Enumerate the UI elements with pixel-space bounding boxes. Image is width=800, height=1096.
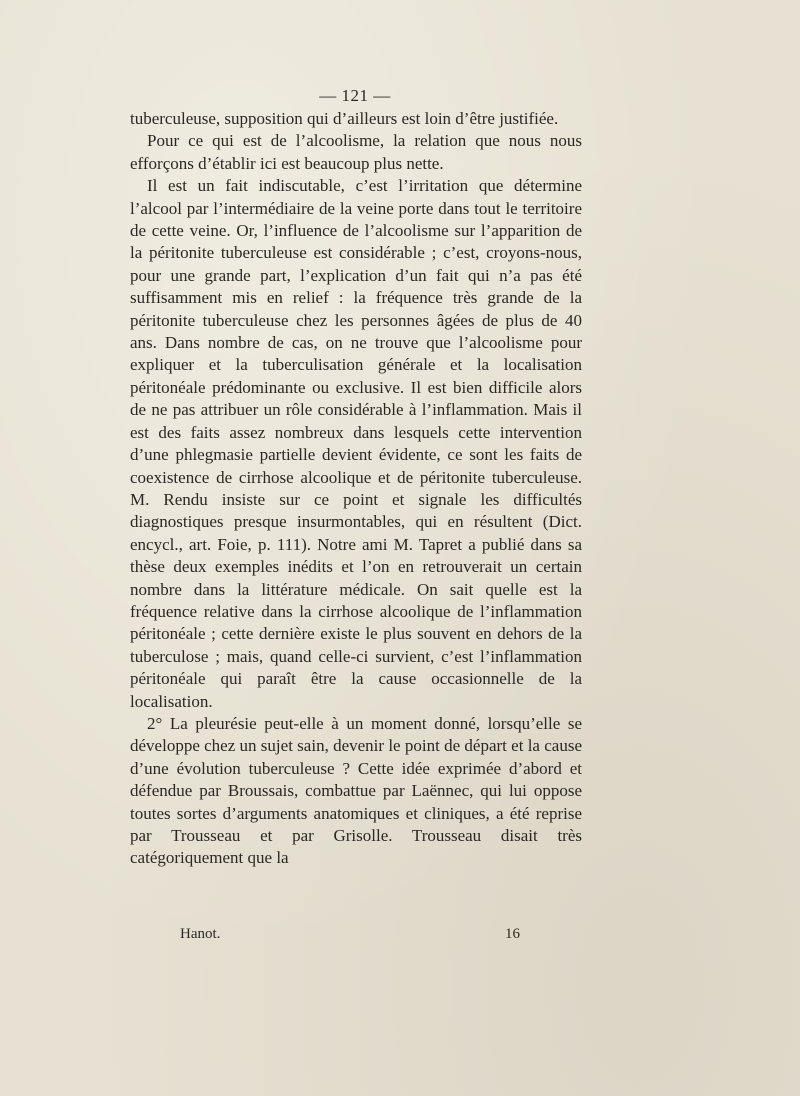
paragraph-continuation: tuberculeuse, supposition qui d’ailleurs est loin d’être justifiée. xyxy=(130,109,559,128)
paragraph-irritation: Il est un fait indiscutable, c’est l’irritation que détermine l’alcool par l’intermédiaire de la veine porte dans tout le territoire de cette veine. Or, l’influence de l’alcoolisme sur l’apparition de la péritonite tuberculeuse est considérable ; c’est, croyons-nous, pour une grande part, l’explication d’un fait qui n’a pas été suffisamment mis en relief : la fréquence très grande de la péritonite tuberculeuse chez les personnes âgées de plus de 40 ans. Dans nombre de cas, on ne trouve que l’alcoolisme pour expliquer et la tuberculisation générale et la localisation péritonéale prédominante ou exclusive. Il est bien difficile alors de ne pas attribuer un rôle considérable à l’inflammation. Mais il est des faits assez nombreux dans lesquels cette intervention d’une phlegmasie partielle devient évidente, ce sont les faits de coexistence de cirrhose alcoolique et de péritonite tuberculeuse. M. Rendu insiste sur ce point et signale les difficultés diagnostiques presque insurmontables, qui en résultent (Dict. encycl., art. Foie, p. 111). Notre ami M. Tapret a publié dans sa thèse deux exemples inédits et l’on en retrouverait un certain nombre dans la littérature médicale. On sait quelle est la fréquence relative dans la cirrhose alcoolique de l’inflammation péritonéale ; cette dernière existe le plus souvent en dehors de la tuberculose ; mais, quand celle-ci survient, c’est l’inflammation péritonéale qui paraît être la cause occasionnelle de la localisation. xyxy=(130,176,582,711)
footer-author: Hanot. xyxy=(180,926,221,942)
page-number: — 121 — xyxy=(319,86,391,105)
signature-mark: 16 xyxy=(505,926,520,942)
paragraph-alcoolisme: Pour ce qui est de l’alcoolisme, la relation que nous nous efforçons d’établir ici est beaucoup plus nette. xyxy=(130,131,582,173)
paragraph-pleuresie: 2° La pleurésie peut-elle à un moment donné, lorsqu’elle se développe chez un sujet sain, devenir le point de départ et la cause d’une évolution tuberculeuse ? Cette idée exprimée d’abord et défendue par Broussais, combattue par Laënnec, qui lui oppose toutes sortes d’arguments anatomiques et cliniques, a été reprise par Trousseau et par Grisolle. Trousseau disait très catégoriquement que la xyxy=(130,713,582,868)
body-text xyxy=(130,108,582,870)
